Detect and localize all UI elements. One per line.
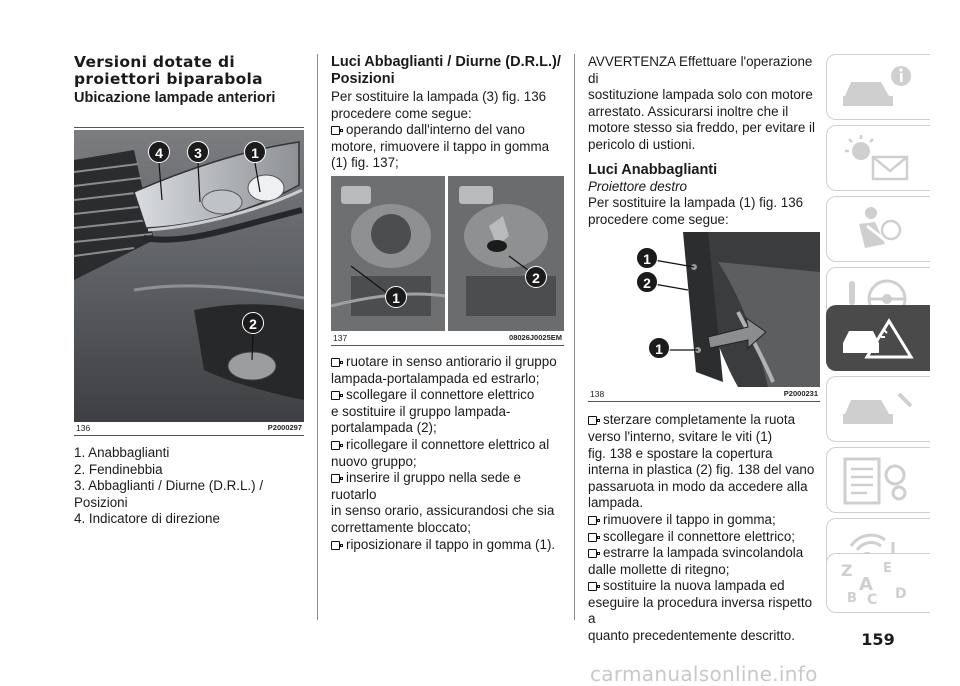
- wheel-arch-illustration: [588, 232, 820, 387]
- step-line: interna in plastica (2) fig. 138 del vano: [588, 462, 815, 478]
- legend-item: Posizioni: [74, 494, 128, 510]
- legend-list: [74, 445, 304, 528]
- step-line: sostituire la nuova lampada ed: [588, 578, 820, 595]
- figure-number: 137: [333, 332, 348, 343]
- steps-list: [588, 412, 820, 644]
- engine-bay-photos: [331, 176, 564, 331]
- page-number: 159: [861, 630, 895, 649]
- figure-bottom-rule: [588, 401, 820, 402]
- figure-caption: [590, 389, 818, 399]
- step-line: inserire il gruppo nella sede e ruotarlo: [331, 470, 521, 502]
- figure-code: P2000231: [783, 389, 818, 399]
- step-line: fig. 138 e spostare la copertura: [588, 445, 773, 461]
- section-heading: Luci Anabbaglianti: [588, 161, 718, 178]
- bullet-icon: [588, 533, 597, 542]
- warning-line: AVVERTENZA Effettuare l'operazione di: [588, 54, 813, 86]
- index-letter: Z: [841, 561, 853, 580]
- steps-list: [331, 354, 564, 553]
- figure-number: 138: [590, 389, 605, 400]
- figure-top-rule: [74, 127, 304, 128]
- car-info-icon: [837, 62, 917, 114]
- step-line: quanto precedentemente descritto.: [588, 628, 795, 644]
- bullet-icon: [588, 549, 597, 558]
- section-subheading: Proiettore destro: [588, 178, 687, 194]
- column-separator-1: [317, 54, 318, 620]
- step-line: sterzare completamente la ruota: [588, 412, 820, 429]
- step-line: verso l'interno, svitare le viti (1): [588, 428, 773, 444]
- alphabetical-index-icon: [837, 558, 917, 606]
- step-line: motore, rimuovere il tappo in gomma: [331, 138, 550, 154]
- bullet-icon: [331, 474, 340, 483]
- figure-number: 136: [76, 423, 91, 433]
- watermark: carmanualsonline.info: [590, 662, 818, 686]
- sidebar-tab-car-maintenance[interactable]: [826, 376, 930, 442]
- technical-data-icon: [837, 455, 917, 507]
- index-letter: B: [847, 591, 857, 606]
- section-subtitle: Ubicazione lampade anteriori: [74, 90, 276, 106]
- column-2: [331, 54, 564, 553]
- bullet-icon: [331, 126, 340, 135]
- warning-line: arrestato. Assicurarsi inoltre che il: [588, 103, 789, 119]
- section-heading-line1: Luci Abbaglianti / Diurne (D.R.L.)/: [331, 54, 561, 70]
- intro-line: procedere come segue:: [331, 105, 472, 121]
- step-line: eseguire la procedura inversa rispetto a: [588, 594, 813, 627]
- engine-bay-illustration: [331, 176, 564, 331]
- bullet-icon: [331, 391, 340, 400]
- sidebar-tab-dashboard-lights[interactable]: [826, 125, 930, 191]
- step-line: estrarre la lampada svincolandola: [588, 545, 820, 562]
- callout-4: 4: [148, 141, 170, 163]
- legend-item: 3. Abbaglianti / Diurne (D.R.L.) /: [74, 478, 264, 494]
- figure-137: [331, 176, 564, 348]
- intro-line: procedere come segue:: [588, 211, 729, 227]
- accident-warning-icon: [837, 313, 917, 365]
- headlight-photo: [74, 130, 304, 422]
- bullet-icon: [331, 441, 340, 450]
- index-letter: E: [883, 561, 892, 576]
- step-line: lampada-portalampada ed estrarlo;: [331, 370, 540, 386]
- warning-line: sostituzione lampada solo con motore: [588, 87, 813, 103]
- callout-3: 3: [187, 141, 209, 163]
- step-line: in senso orario, assicurandosi che sia: [331, 503, 555, 519]
- sidebar-tab-seat-safety[interactable]: [826, 196, 930, 262]
- car-maintenance-icon: [837, 384, 917, 436]
- sidebar-tab-emergency[interactable]: [826, 305, 930, 371]
- callout-1: 1: [244, 141, 266, 163]
- warning-line: motore stesso sia freddo, per evitare il: [588, 120, 816, 136]
- step-line: lampada.: [588, 495, 644, 511]
- legend-item: 4. Indicatore di direzione: [74, 511, 220, 527]
- sidebar-tab-alphabetical-index[interactable]: [826, 553, 930, 613]
- figure-caption: [333, 333, 562, 343]
- index-letter: D: [895, 586, 907, 602]
- callout-1: 1: [648, 337, 670, 359]
- step-line: scollegare il connettore elettrico;: [588, 529, 820, 546]
- column-3: [588, 54, 820, 645]
- figure-code: P2000297: [267, 423, 302, 432]
- callout-1: 1: [636, 247, 658, 269]
- step-line: rimuovere il tappo in gomma;: [588, 512, 820, 529]
- index-letter: C: [867, 592, 878, 606]
- seat-safety-icon: [837, 204, 917, 256]
- figure-bottom-rule: [331, 345, 564, 346]
- section-title-line2: proiettori biparabola: [74, 70, 263, 88]
- warning-block: [588, 54, 820, 154]
- legend-item: 2. Fendinebbia: [74, 461, 163, 477]
- intro-line: Per sostituire la lampada (1) fig. 136: [588, 195, 804, 211]
- section-title-line1: Versioni dotate di: [74, 53, 235, 71]
- figure-138: [588, 232, 820, 404]
- step-line: ricollegare il connettore elettrico al: [331, 437, 564, 454]
- step-line: riposizionare il tappo in gomma (1).: [331, 537, 564, 554]
- figure-136: [74, 127, 304, 435]
- bullet-icon: [588, 516, 597, 525]
- step-line: nuovo gruppo;: [331, 453, 417, 469]
- step-line: operando dall'interno del vano: [331, 122, 564, 139]
- step-line: passaruota in modo da accedere alla: [588, 478, 808, 494]
- callout-2: 2: [525, 266, 547, 288]
- bullet-icon: [331, 358, 340, 367]
- index-letter: A: [859, 574, 873, 595]
- bullet-icon: [588, 582, 597, 591]
- sidebar-tab-car-info[interactable]: [826, 54, 930, 120]
- callout-2: 2: [636, 271, 658, 293]
- step-line: e sostituire il gruppo lampada-: [331, 403, 511, 419]
- callout-2: 2: [242, 312, 264, 334]
- column-1: [74, 54, 304, 528]
- callout-leaders: [74, 130, 304, 422]
- legend-item: 1. Anabbaglianti: [74, 445, 170, 460]
- intro-line: Per sostituire la lampada (3) fig. 136: [331, 89, 547, 104]
- section-heading-line2: Posizioni: [331, 71, 395, 87]
- warning-line: pericolo di ustioni.: [588, 136, 696, 152]
- step-line: correttamente bloccato;: [331, 519, 471, 535]
- step-line: dalle mollette di ritegno;: [588, 561, 730, 577]
- figure-code: 08026J0025EM: [509, 332, 562, 342]
- step-line: ruotare in senso antiorario il gruppo: [331, 354, 564, 371]
- step-line: portalampada (2);: [331, 420, 437, 436]
- bullet-icon: [331, 541, 340, 550]
- dashboard-lights-icon: [837, 133, 917, 185]
- figure-bottom-rule: [74, 435, 304, 436]
- bullet-icon: [588, 416, 597, 425]
- callout-1: 1: [385, 286, 407, 308]
- wheel-arch-photo: [588, 232, 820, 387]
- step-line: scollegare il connettore elettrico: [331, 387, 564, 404]
- column-separator-2: [574, 54, 575, 620]
- figure-caption: [76, 423, 302, 433]
- sidebar-tab-technical-data[interactable]: [826, 447, 930, 513]
- step-line: (1) fig. 137;: [331, 155, 399, 171]
